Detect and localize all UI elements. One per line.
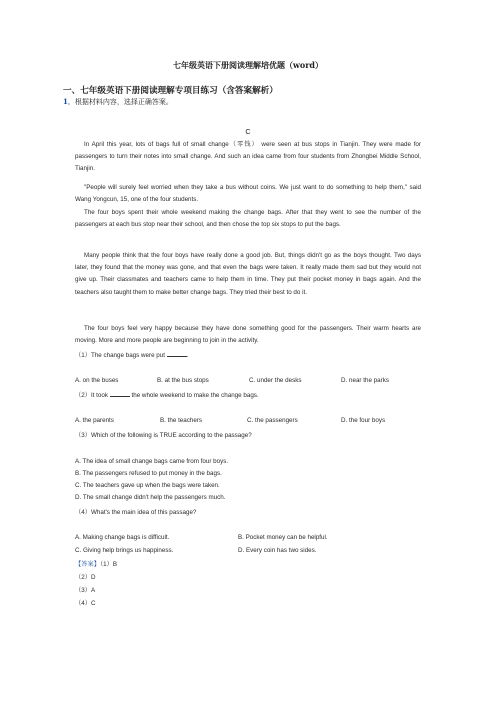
answer-4: （4）C [75,600,96,607]
q3-option-a: A. The idea of small change bags came from four boys. [75,458,229,465]
q2-option-a: A. the parents [75,417,114,424]
passage-paragraph-3: The four boys spent their whole weekend making the change bags. After that they went to see the number of the passengers at each bus stop near their school, and then chose the top six stops to put the bags. [75,209,421,229]
question-1-end: . [186,352,189,359]
answer-1: （1）B [100,561,118,568]
q2-option-b: B. the teachers [160,417,203,424]
q1-option-a: A. on the buses [75,377,119,384]
q4-option-a: A. Making change bags is difficult. [75,534,170,541]
answer-label: 【答案】 [75,561,100,568]
answer-3: （3）A [75,587,96,594]
q3-option-d: D. The small change didn't help the passengers much. [75,494,226,501]
q4-option-b: B. Pocket money can be helpful. [238,534,328,541]
q4-option-d: D. Every coin has two sides. [238,547,317,554]
q1-option-c: C. under the desks [249,377,302,384]
question-1-text: （1）The change bags were put [75,352,165,359]
answer-blank [110,390,130,397]
passage-paragraph-1: In April this year, lots of bags full of small change（零钱） were seen at bus stops in Tianjin. They were made for passengers to turn their notes into small change. And such an idea came from four students from Zhongbei Middle School, Tianjin. [75,141,421,173]
document-title: 七年级英语下册阅读理解培优题（word） [172,60,324,70]
q3-option-c: C. The teachers gave up when the bags were taken. [75,482,220,489]
question-2 [75,390,259,399]
instruction-text: 根据材料内容，选择正确答案。 [74,98,173,106]
q2-option-c: C. the passengers [247,417,298,424]
passage-paragraph-4: Many people think that the four boys have really done a good job. But, things didn't go as the boys thought. Two days later, they found that the money was gone, and that even the bags were taken. It really made them sad but they would not give up. Their classmates and teachers came to help them in time. They put their pocket money in bags again. And the teachers also taught them to make better change bags. They tried their best to do it. [75,252,421,296]
question-3: （3）Which of the following is TRUE according to the passage? [75,432,252,439]
answer-2: （2）D [75,574,96,581]
question-2-text: （2）It took [75,392,108,399]
question-number: 1． [63,97,75,106]
passage-paragraph-5: The four boys feel very happy because they have done something good for the passengers. Their warm hearts are moving. More and more people are beginning to join in the activity. [75,325,421,345]
passage-paragraph-2: "People will surely feel worried when they take a bus without coins. We just want to do something to help them," said Wang Yongcun, 15, one of the four students. [75,184,421,204]
q4-option-c: C. Giving help brings us happiness. [75,547,174,554]
question-4: （4）What's the main idea of this passage? [75,509,197,516]
passage-label: C [245,127,251,136]
answer-line-1 [75,559,117,568]
question-2-end: the whole weekend to make the change bags. [131,392,259,399]
q3-option-b: B. The passengers refused to put money in the bags. [75,470,222,477]
q1-option-d: D. near the parks [341,377,389,384]
question-1 [75,350,188,359]
question-instruction [63,97,173,107]
q2-option-d: D. the four boys [341,417,386,424]
q1-option-b: B. at the bus stops [157,377,209,384]
answer-blank [167,350,187,357]
section-heading: 一、七年级英语下册阅读理解专项目练习（含答案解析） [63,86,278,96]
